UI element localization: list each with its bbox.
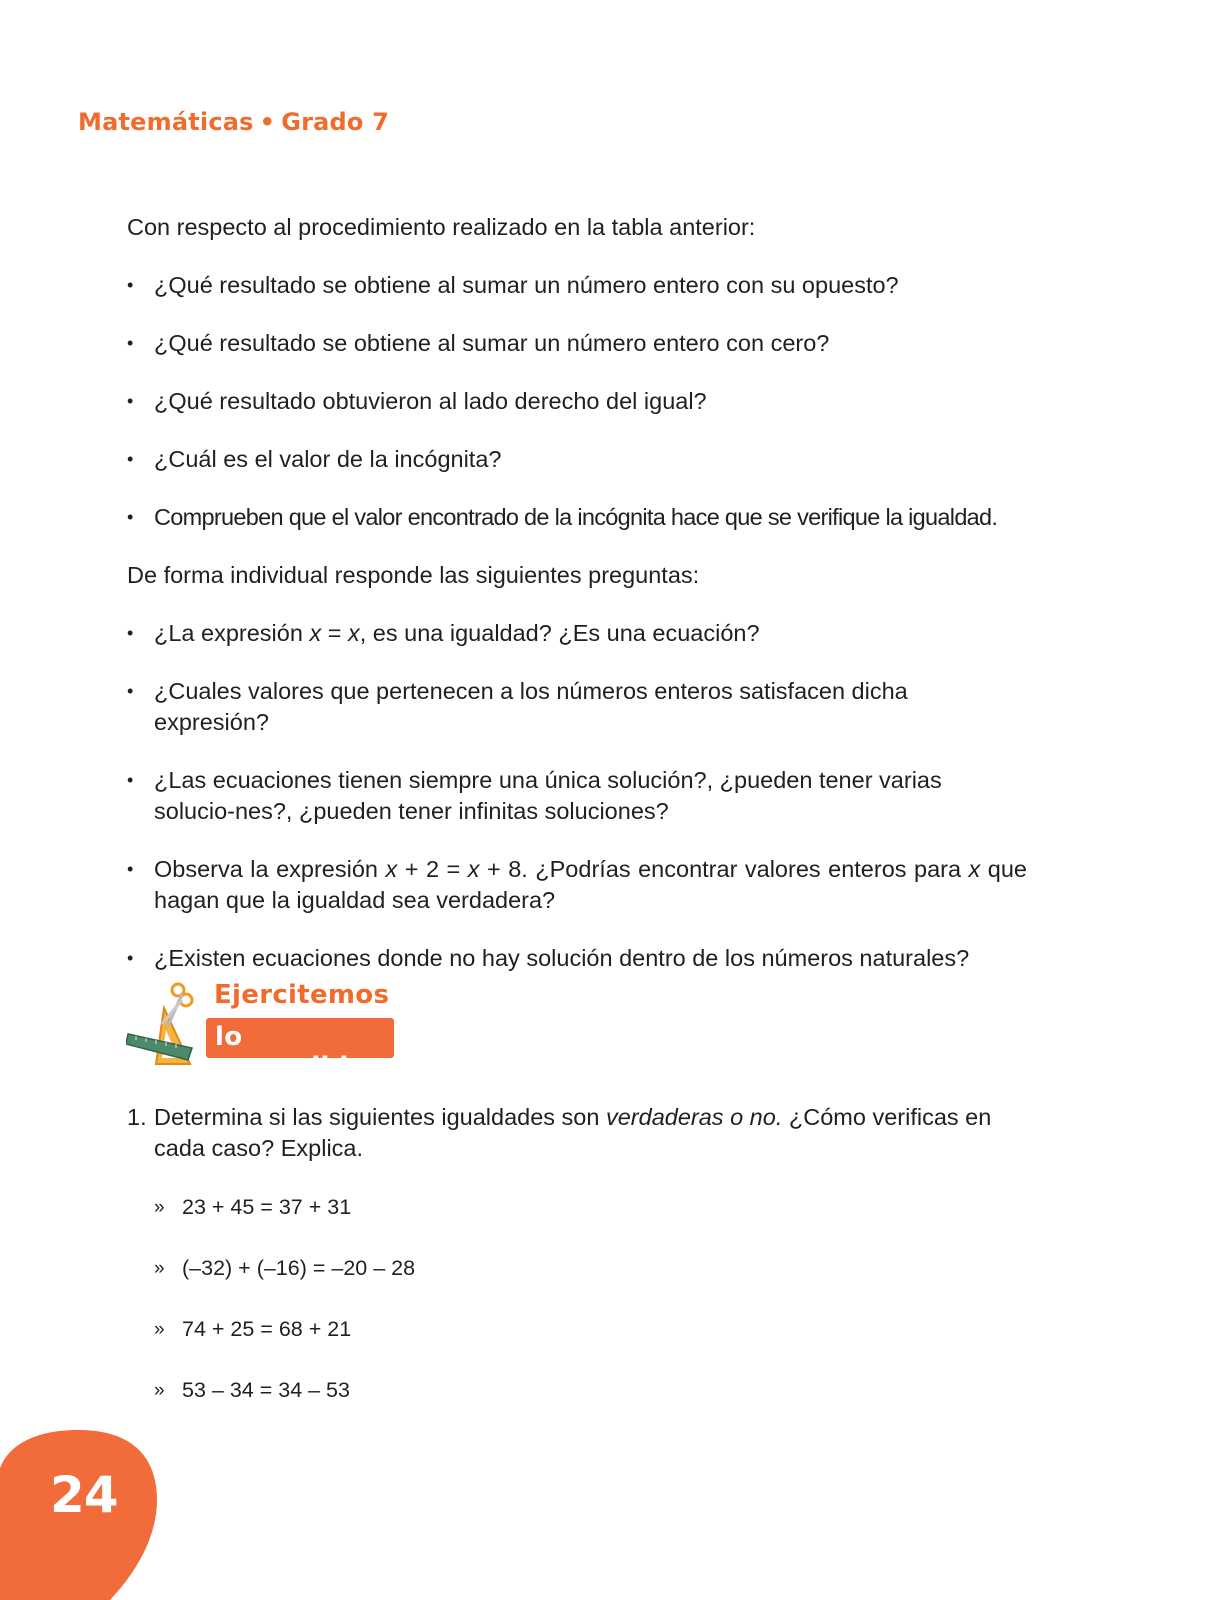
exercise-number: 1.	[127, 1104, 147, 1130]
list-item: » 23 + 45 = 37 + 31	[154, 1192, 1027, 1223]
subject-label: Matemáticas	[78, 108, 254, 136]
section1-list	[127, 270, 1027, 533]
bullet-icon: •	[127, 449, 134, 469]
list-item: » (–32) + (–16) = –20 – 28	[154, 1253, 1027, 1284]
scissors-ruler-icon	[126, 978, 216, 1068]
bullet-icon: •	[127, 948, 134, 968]
section1-intro: Con respecto al procedimiento realizado en la tabla anterior:	[127, 214, 756, 240]
bullet-icon: •	[127, 333, 134, 353]
ejercitemos-banner	[126, 978, 426, 1082]
running-header	[78, 108, 389, 136]
raquo-marker: »	[154, 1319, 165, 1340]
list-item: • ¿Qué resultado se obtiene al sumar un número entero con su opuesto?	[127, 270, 1027, 301]
page-number: 24	[50, 1466, 118, 1524]
bullet-icon: •	[127, 623, 134, 643]
list-item: • ¿Existen ecuaciones donde no hay solución dentro de los números naturales?	[127, 943, 1027, 974]
header-separator: •	[259, 108, 276, 136]
list-item: • ¿Las ecuaciones tienen siempre una única solución?, ¿pueden tener varias solucio-nes?, ¿pueden tener infinitas soluciones?	[127, 767, 942, 824]
raquo-marker: »	[154, 1197, 165, 1218]
list-item: • Comprueben que el valor encontrado de la incógnita hace que se verifique la igualdad.	[127, 502, 1027, 533]
list-item: • Observa la expresión x + 2 = x + 8. ¿Podrías encontrar valores enteros para x que hagan que la igualdad sea verdadera?	[127, 856, 1027, 913]
grade-label: Grado 7	[281, 108, 390, 136]
bullet-icon: •	[127, 681, 134, 701]
list-item: • ¿Qué resultado obtuvieron al lado derecho del igual?	[127, 386, 1027, 417]
list-item: » 53 – 34 = 34 – 53	[154, 1375, 1027, 1406]
banner-title-line2: lo aprendido	[215, 1022, 367, 1082]
main-content	[127, 212, 1027, 1001]
list-item: • ¿Cuál es el valor de la incógnita?	[127, 444, 1027, 475]
banner-title-box	[206, 1018, 394, 1082]
section2-intro: De forma individual responde las siguientes preguntas:	[127, 562, 700, 588]
bullet-icon: •	[127, 507, 134, 527]
list-item: • ¿La expresión x = x, es una igualdad? ¿Es una ecuación?	[127, 618, 1027, 649]
section2-list	[127, 618, 1027, 974]
bullet-icon: •	[127, 859, 134, 879]
bullet-icon: •	[127, 770, 134, 790]
banner-title-line1: Ejercitemos	[214, 980, 390, 1010]
equality-list	[154, 1192, 1027, 1406]
list-item: » 74 + 25 = 68 + 21	[154, 1314, 1027, 1345]
bullet-icon: •	[127, 275, 134, 295]
bullet-icon: •	[127, 391, 134, 411]
raquo-marker: »	[154, 1380, 165, 1401]
list-item: • ¿Cuales valores que pertenecen a los números enteros satisfacen dicha expresión?	[127, 678, 908, 735]
exercise-1	[127, 1102, 1027, 1436]
raquo-marker: »	[154, 1258, 165, 1279]
exercise-question: 1. Determina si las siguientes igualdades son verdaderas o no. ¿Cómo verificas en cada caso? Explica.	[127, 1104, 992, 1161]
list-item: • ¿Qué resultado se obtiene al sumar un número entero con cero?	[127, 328, 1027, 359]
